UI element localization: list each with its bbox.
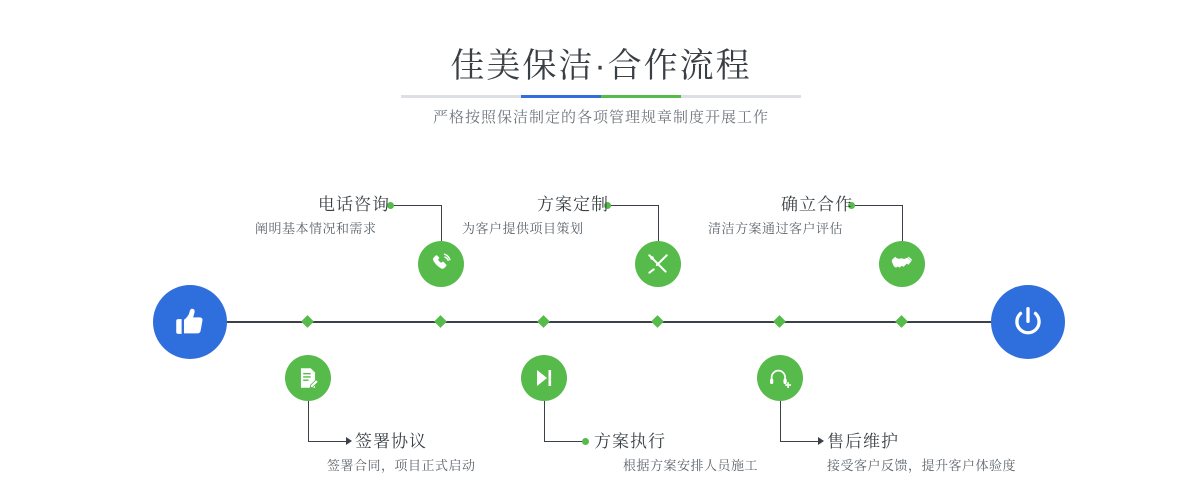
end-endpoint	[991, 285, 1065, 359]
timeline-node-marker	[434, 315, 447, 328]
step-desc-6: 接受客户反馈，提升客户体验度	[827, 458, 1017, 473]
connector-line	[391, 205, 441, 206]
step-title-2: 签署协议	[355, 432, 427, 451]
timeline-node-marker	[651, 315, 664, 328]
connector-endpoint-dot	[582, 438, 589, 445]
step-icon-3	[635, 241, 681, 287]
step-title-6: 售后维护	[827, 432, 899, 451]
connector-line	[308, 401, 309, 441]
step-icon-1	[418, 241, 464, 287]
step-desc-5: 清洁方案通过客户评估	[708, 221, 844, 236]
handshake-icon	[889, 251, 915, 277]
step-icon-2	[285, 355, 331, 401]
connector-line	[852, 205, 902, 206]
headset-support-icon	[767, 365, 793, 391]
divider-green-segment	[601, 95, 681, 98]
step-icon-4	[521, 355, 567, 401]
connector-line	[780, 401, 781, 441]
connector-line	[608, 205, 658, 206]
connector-arrow	[818, 437, 824, 445]
step-title-4: 方案执行	[594, 432, 666, 451]
step-desc-1: 阐明基本情况和需求	[255, 221, 377, 236]
step-desc-4: 根据方案安排人员施工	[623, 458, 759, 473]
connector-line	[902, 205, 903, 241]
divider-blue-segment	[521, 95, 601, 98]
timeline-node-marker	[301, 315, 314, 328]
start-endpoint	[153, 285, 227, 359]
connector-line	[544, 441, 584, 442]
step-title-5: 确立合作	[781, 195, 853, 214]
step-desc-2: 签署合同，项目正式启动	[327, 458, 476, 473]
tools-icon	[645, 251, 671, 277]
title-divider	[401, 95, 801, 98]
connector-arrow	[346, 437, 352, 445]
connector-line	[544, 401, 545, 441]
timeline-node-marker	[773, 315, 786, 328]
page-subtitle: 严格按照保洁制定的各项管理规章制度开展工作	[432, 109, 769, 126]
phone-call-icon	[428, 251, 454, 277]
play-forward-icon	[532, 366, 556, 390]
document-edit-icon	[295, 365, 321, 391]
page-title: 佳美保洁·合作流程	[450, 47, 752, 85]
timeline-node-marker	[537, 315, 550, 328]
thumbs-up-icon	[171, 303, 209, 341]
step-desc-3: 为客户提供项目策划	[462, 221, 584, 236]
step-icon-6	[757, 355, 803, 401]
power-icon	[1009, 303, 1047, 341]
connector-line	[780, 441, 820, 442]
connector-line	[441, 205, 442, 241]
timeline-node-marker	[895, 315, 908, 328]
connector-line	[658, 205, 659, 241]
step-icon-5	[879, 241, 925, 287]
connector-line	[308, 441, 348, 442]
step-title-3: 方案定制	[537, 195, 609, 214]
step-title-1: 电话咨询	[318, 195, 390, 214]
